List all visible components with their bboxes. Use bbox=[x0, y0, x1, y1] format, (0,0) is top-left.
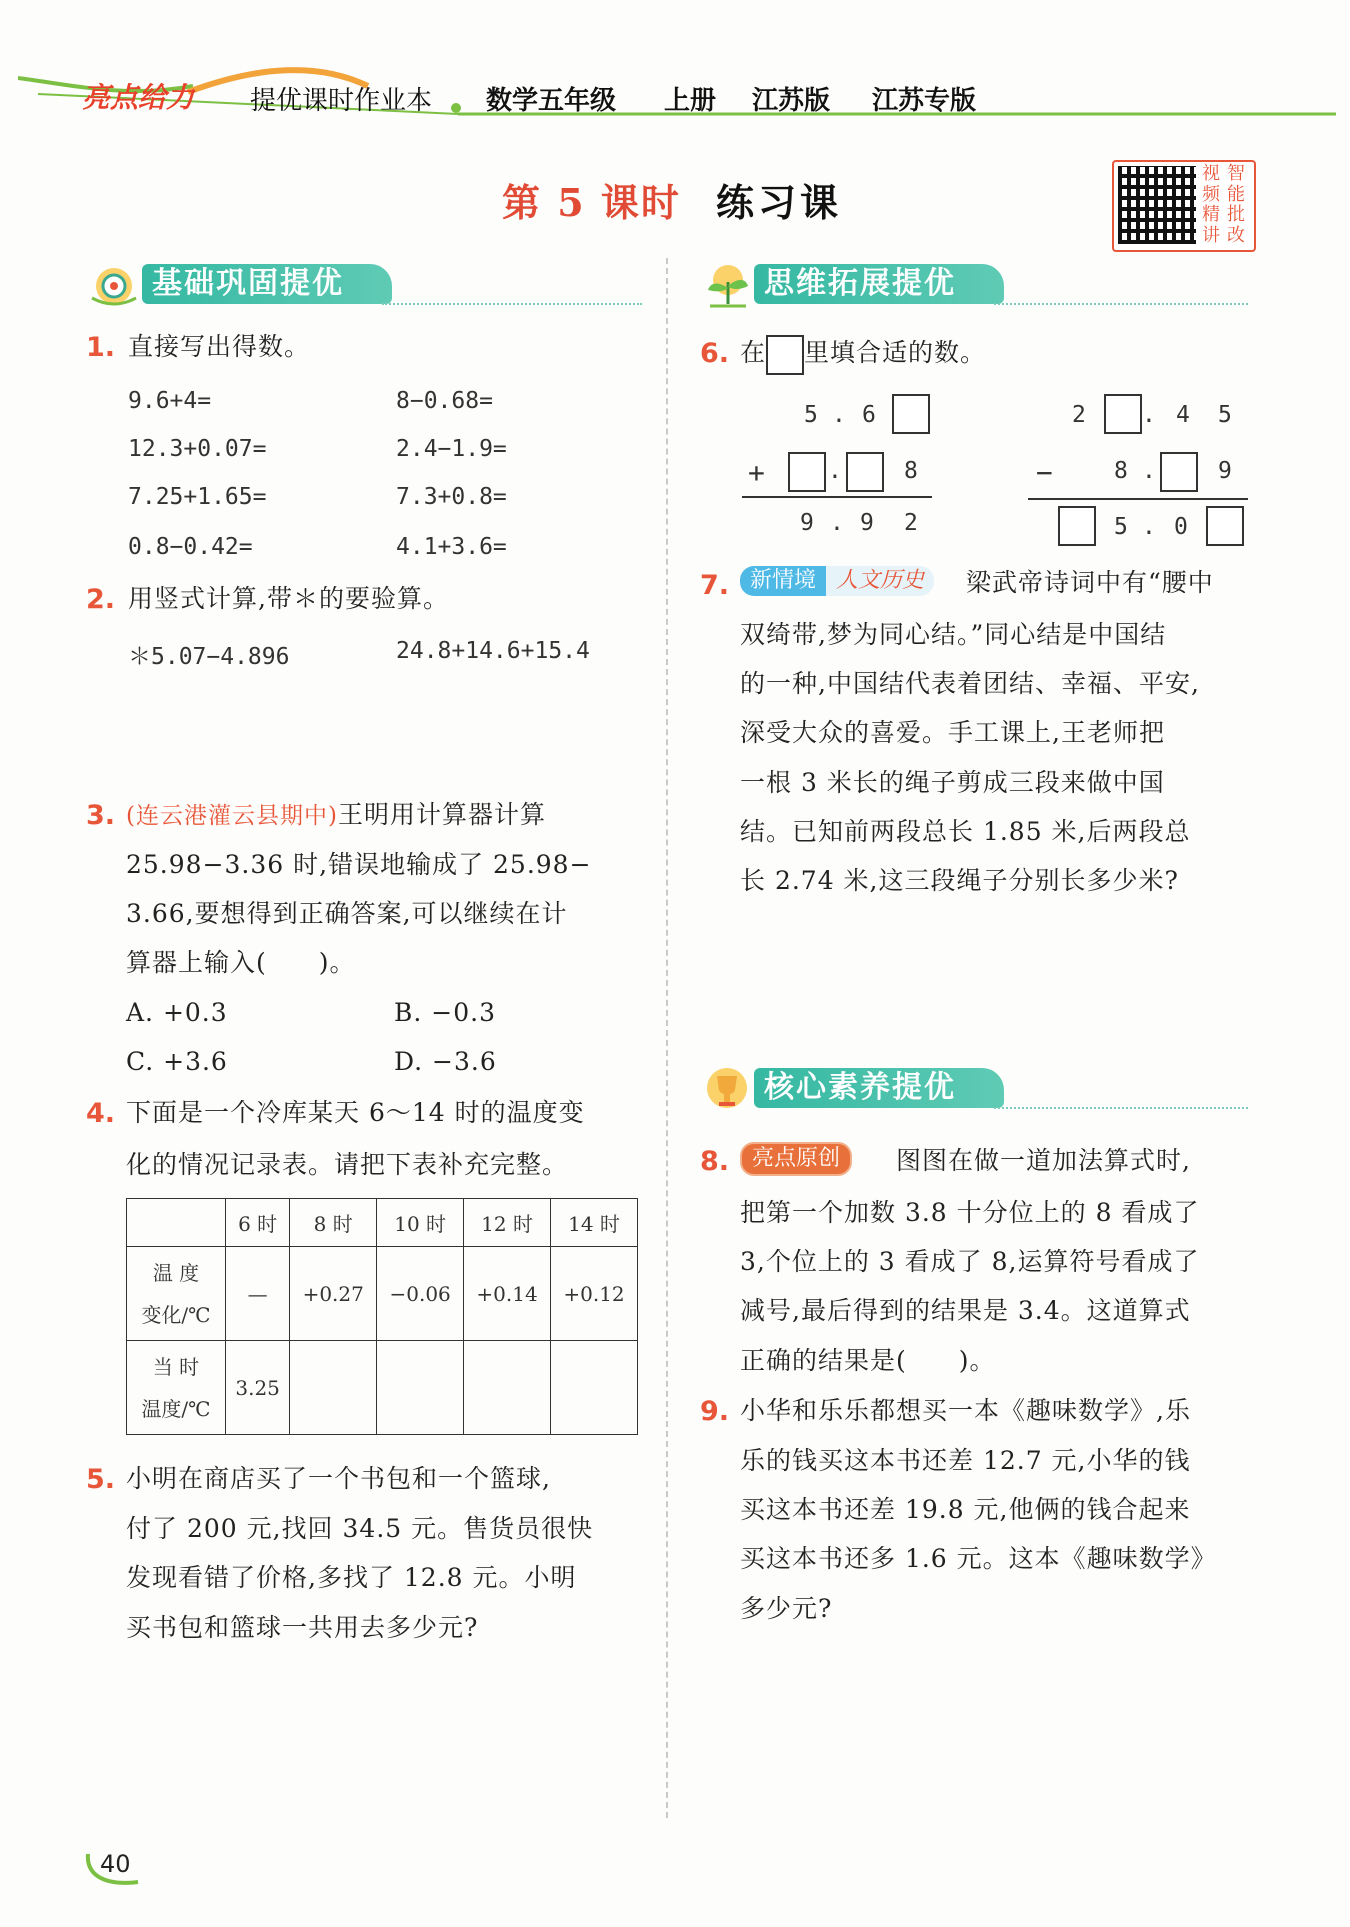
question-number: 4. bbox=[86, 1098, 116, 1129]
sprout-icon bbox=[702, 262, 754, 308]
question-number: 3. bbox=[86, 800, 116, 831]
q2-expr-a: ＊5.07−4.896 bbox=[128, 644, 290, 670]
digit: 8 bbox=[1114, 458, 1128, 484]
q7-line: 的一种,中国结代表着团结、幸福、平安, bbox=[740, 669, 1200, 698]
section-thinking-rule bbox=[994, 303, 1248, 305]
qr-char: 频 bbox=[1202, 183, 1220, 205]
q3-option-d[interactable]: D. −3.6 bbox=[394, 1047, 497, 1076]
q1-prompt: 直接写出得数。 bbox=[128, 332, 311, 361]
q5-line: 发现看错了价格,多找了 12.8 元。小明 bbox=[126, 1563, 577, 1592]
table-row-label bbox=[127, 1247, 226, 1341]
q7-tags bbox=[740, 566, 934, 596]
q2-prompt: 用竖式计算,带＊的要验算。 bbox=[128, 584, 449, 613]
q3-option-a[interactable]: A. +0.3 bbox=[126, 998, 228, 1027]
table-row bbox=[127, 1199, 638, 1247]
question-number: 8. bbox=[700, 1146, 730, 1177]
qr-char: 能 bbox=[1227, 183, 1245, 205]
q4-line: 下面是一个冷库某天 6～14 时的温度变 bbox=[126, 1098, 585, 1127]
question-number: 2. bbox=[86, 584, 116, 615]
question-number: 6. bbox=[700, 338, 730, 369]
question-number: 9. bbox=[700, 1396, 730, 1427]
label-line: 温度/℃ bbox=[141, 1396, 211, 1421]
q8-line: 图图在做一道加法算式时, bbox=[896, 1146, 1191, 1175]
table-corner-cell bbox=[127, 1199, 226, 1247]
q9-line: 多少元? bbox=[740, 1594, 833, 1623]
digit: . bbox=[1142, 458, 1156, 484]
q1-item: 12.3+0.07= bbox=[128, 436, 267, 462]
tag-new-scenario: 新情境 bbox=[740, 566, 826, 596]
q8-line: 把第一个加数 3.8 十分位上的 8 看成了 bbox=[740, 1198, 1200, 1227]
q6-text: 在 bbox=[740, 338, 767, 367]
edition-label: 江苏版 bbox=[752, 86, 831, 116]
subject-label: 数学五年级 bbox=[486, 86, 617, 116]
tag-culture-history: 人文历史 bbox=[826, 566, 934, 596]
q9-line: 乐的钱买这本书还差 12.7 元,小华的钱 bbox=[740, 1446, 1191, 1475]
q5-line: 买书包和篮球一共用去多少元? bbox=[126, 1613, 479, 1642]
q7-line: 深受大众的喜爱。手工课上,王老师把 bbox=[740, 718, 1165, 747]
section-basic-banner: 基础巩固提优 bbox=[142, 264, 392, 304]
plus-sign: + bbox=[748, 456, 765, 489]
q8-tag-wrap bbox=[740, 1142, 852, 1176]
qr-char: 智 bbox=[1227, 163, 1245, 184]
column-divider bbox=[666, 258, 668, 1818]
qr-char: 视 bbox=[1202, 163, 1220, 184]
qr-char: 批 bbox=[1227, 204, 1245, 225]
table-cell: +0.14 bbox=[464, 1247, 551, 1341]
qr-caption bbox=[1202, 164, 1252, 246]
q9-line: 小华和乐乐都想买一本《趣味数学》,乐 bbox=[740, 1396, 1191, 1425]
answer-box[interactable] bbox=[788, 452, 826, 492]
digit: . bbox=[1142, 514, 1156, 540]
label-line: 当 时 bbox=[152, 1354, 200, 1379]
q2-expr-b: 24.8+14.6+15.4 bbox=[396, 638, 590, 664]
sum-line bbox=[742, 496, 932, 498]
q1-item: 8−0.68= bbox=[396, 388, 493, 414]
table-answer-cell[interactable] bbox=[551, 1341, 638, 1435]
temperature-table bbox=[126, 1198, 638, 1435]
table-header: 10 时 bbox=[377, 1199, 464, 1247]
digit: 4 bbox=[1176, 402, 1190, 428]
gear-sun-icon bbox=[86, 258, 142, 308]
lesson-number: 第 5 课时 bbox=[502, 180, 681, 225]
q9-line: 买这本书还差 19.8 元,他俩的钱合起来 bbox=[740, 1495, 1191, 1524]
qr-char: 精 bbox=[1202, 204, 1220, 225]
volume-label: 上册 bbox=[664, 86, 717, 116]
q3-line: 3.66,要想得到正确答案,可以继续在计 bbox=[126, 899, 568, 928]
digit: 5 bbox=[804, 402, 818, 428]
table-header: 8 时 bbox=[290, 1199, 377, 1247]
q7-line: 双绮带,梦为同心结。”同心结是中国结 bbox=[740, 620, 1167, 649]
table-answer-cell[interactable] bbox=[377, 1341, 464, 1435]
qr-panel[interactable] bbox=[1112, 160, 1256, 252]
digit: . bbox=[830, 510, 844, 536]
q5-line: 付了 200 元,找回 34.5 元。售货员很快 bbox=[126, 1514, 594, 1543]
digit: 9 bbox=[860, 510, 874, 536]
question-number: 1. bbox=[86, 332, 116, 363]
answer-box[interactable] bbox=[1104, 394, 1142, 434]
digit: 5 bbox=[1114, 514, 1128, 540]
digit: 0 bbox=[1174, 514, 1188, 540]
q1-item: 0.8−0.42= bbox=[128, 534, 253, 560]
q3-line: 算器上输入( )。 bbox=[126, 948, 356, 977]
qr-char: 改 bbox=[1227, 224, 1245, 246]
answer-box[interactable] bbox=[1058, 506, 1096, 546]
table-cell: +0.27 bbox=[290, 1247, 377, 1341]
answer-box[interactable] bbox=[1206, 506, 1244, 546]
table-answer-cell[interactable] bbox=[464, 1341, 551, 1435]
q3-option-b[interactable]: B. −0.3 bbox=[394, 998, 496, 1027]
qr-char: 讲 bbox=[1202, 224, 1220, 246]
tag-original: 亮点原创 bbox=[740, 1142, 852, 1176]
digit: . bbox=[832, 402, 846, 428]
question-number: 5. bbox=[86, 1464, 116, 1495]
q4-line: 化的情况记录表。请把下表补充完整。 bbox=[126, 1150, 569, 1179]
table-row-label bbox=[127, 1341, 226, 1435]
q1-item: 4.1+3.6= bbox=[396, 534, 507, 560]
q7-line: 梁武帝诗词中有“腰中 bbox=[966, 568, 1214, 597]
q9-line: 买这本书还多 1.6 元。这本《趣味数学》 bbox=[740, 1544, 1217, 1573]
digit: 8 bbox=[904, 458, 918, 484]
section-core-banner: 核心素养提优 bbox=[754, 1068, 1004, 1108]
q7-line: 一根 3 米长的绳子剪成三段来做中国 bbox=[740, 768, 1165, 797]
answer-box[interactable] bbox=[846, 452, 884, 492]
q1-item: 7.3+0.8= bbox=[396, 484, 507, 510]
section-basic-rule bbox=[382, 303, 642, 305]
q3-line: 王明用计算器计算 bbox=[337, 800, 546, 829]
q8-line: 正确的结果是( )。 bbox=[740, 1346, 996, 1375]
q6-prompt bbox=[740, 328, 986, 377]
q8-line: 减号,最后得到的结果是 3.4。这道算式 bbox=[740, 1296, 1191, 1325]
table-answer-cell[interactable] bbox=[290, 1341, 377, 1435]
q3-text bbox=[126, 790, 646, 841]
table-header: 12 时 bbox=[464, 1199, 551, 1247]
digit: 9 bbox=[1218, 458, 1232, 484]
q5-line: 小明在商店买了一个书包和一个篮球, bbox=[126, 1464, 551, 1493]
table-cell: −0.06 bbox=[377, 1247, 464, 1341]
digit: 9 bbox=[800, 510, 814, 536]
difference-line bbox=[1028, 498, 1248, 500]
book-title: 提优课时作业本 bbox=[250, 86, 433, 116]
digit: . bbox=[828, 458, 842, 484]
table-cell: 3.25 bbox=[226, 1341, 290, 1435]
table-cell: — bbox=[226, 1247, 290, 1341]
trophy-icon bbox=[700, 1064, 754, 1112]
q6-text: 里填合适的数。 bbox=[804, 338, 987, 367]
digit: 2 bbox=[904, 510, 918, 536]
q1-item: 7.25+1.65= bbox=[128, 484, 267, 510]
q7-line: 结。已知前两段总长 1.85 米,后两段总 bbox=[740, 817, 1191, 846]
digit: 6 bbox=[862, 402, 876, 428]
table-header: 6 时 bbox=[226, 1199, 290, 1247]
section-thinking-banner: 思维拓展提优 bbox=[754, 264, 1004, 304]
table-header: 14 时 bbox=[551, 1199, 638, 1247]
minus-sign: − bbox=[1036, 456, 1053, 489]
digit: 2 bbox=[1072, 402, 1086, 428]
q3-source-tag: (连云港灌云县期中) bbox=[126, 803, 338, 829]
q7-line: 长 2.74 米,这三段绳子分别长多少米? bbox=[740, 866, 1179, 895]
blank-box-icon bbox=[766, 335, 804, 375]
brand-logo: 亮点给力 bbox=[82, 81, 195, 114]
q8-line: 3,个位上的 3 看成了 8,运算符号看成了 bbox=[740, 1247, 1200, 1276]
answer-box[interactable] bbox=[892, 394, 930, 434]
table-row bbox=[127, 1341, 638, 1435]
question-number: 7. bbox=[700, 570, 730, 601]
special-edition-label: 江苏专版 bbox=[872, 86, 977, 116]
lesson-title: 练习课 bbox=[716, 181, 843, 225]
table-cell: +0.12 bbox=[551, 1247, 638, 1341]
page-number: 40 bbox=[100, 1850, 131, 1878]
label-line: 变化/℃ bbox=[141, 1302, 211, 1327]
q3-line: 25.98−3.36 时,错误地输成了 25.98− bbox=[126, 850, 592, 879]
digit: . bbox=[1142, 402, 1156, 428]
qr-code-icon[interactable] bbox=[1118, 166, 1196, 244]
q3-option-c[interactable]: C. +3.6 bbox=[126, 1047, 228, 1076]
q1-item: 9.6+4= bbox=[128, 388, 212, 414]
section-core-rule bbox=[994, 1107, 1248, 1109]
digit: 5 bbox=[1218, 402, 1232, 428]
q1-item: 2.4−1.9= bbox=[396, 436, 507, 462]
answer-box[interactable] bbox=[1160, 452, 1198, 492]
table-row bbox=[127, 1247, 638, 1341]
label-line: 温 度 bbox=[152, 1260, 200, 1285]
